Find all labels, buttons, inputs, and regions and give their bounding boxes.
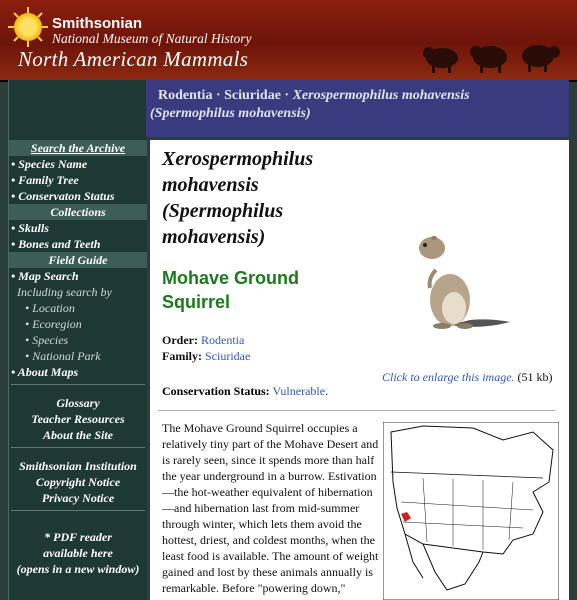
nav-including-label: Including search by [17, 285, 112, 299]
family-link[interactable]: Sciuridae [205, 349, 251, 363]
scientific-name-heading: Xerospermophilus mohavensis (Spermophilus mohavensis) [162, 148, 314, 248]
nav-conservation-status[interactable]: • Conservaton Status [11, 189, 115, 203]
conservation-link[interactable]: Vulnerable [272, 384, 326, 398]
species-description: The Mohave Ground Squirrel occupies a relatively tiny part of the Mohave Desert and is rarely seen, since it spends more than half the year underground in a burrow. Estivation—the hot-weather equivalent of hibernation—and hibernation last from mid-summer through winter, which lets them avoid the hottest, driest, and coldest months, when the least food is available. The amount of weight gained and lost by these animals annually is remarkable. Before "powering down," [162, 421, 379, 595]
nav-spacer [9, 80, 147, 140]
site-title[interactable]: North American Mammals [18, 47, 249, 71]
breadcrumb-separator: · [284, 88, 290, 103]
smithsonian-logo-text[interactable]: Smithsonian [52, 15, 143, 32]
breadcrumb-separator: · [215, 88, 221, 103]
species-content [150, 140, 569, 600]
nav-ecoregion[interactable]: • Ecoregion [25, 317, 82, 331]
order-link[interactable]: Rodentia [200, 333, 245, 347]
nav-teacher-resources[interactable]: Teacher Resources [31, 412, 125, 426]
nav-pdf-reader[interactable]: * PDF reader [44, 530, 112, 544]
nav-national-park[interactable]: • National Park [25, 349, 101, 363]
museum-name[interactable]: National Museum of Natural History [52, 31, 252, 46]
common-name-heading: Mohave Ground Squirrel [162, 268, 300, 312]
breadcrumb-order-link[interactable]: Rodentia [158, 88, 213, 103]
breadcrumb-synonym: (Spermophilus mohavensis) [150, 106, 311, 121]
nav-pdf-new-window[interactable]: (opens in a new window) [16, 562, 140, 576]
nav-divider [11, 384, 145, 385]
nav-collections-header: Collections [9, 204, 147, 220]
family-row [162, 349, 250, 364]
nav-field-guide-header: Field Guide [9, 252, 147, 268]
nav-species-name[interactable]: • Species Name [11, 157, 88, 171]
nav-glossary[interactable]: Glossary [56, 396, 100, 410]
order-row [162, 333, 244, 348]
enlarge-image-link[interactable]: Click to enlarge this image. [382, 370, 515, 384]
nav-privacy[interactable]: Privacy Notice [41, 491, 115, 505]
range-map[interactable] [383, 422, 559, 600]
breadcrumb-family-link[interactable]: Sciuridae [224, 88, 281, 103]
nav-smithsonian-institution[interactable]: Smithsonian Institution [19, 459, 137, 473]
sidebar-nav [8, 80, 147, 600]
nav-about-maps[interactable]: • About Maps [11, 365, 79, 379]
nav-about-site[interactable]: About the Site [42, 428, 113, 442]
conservation-row [162, 384, 328, 399]
nav-spacer [9, 515, 147, 529]
nav-species[interactable]: • Species [25, 333, 69, 347]
image-file-size: (51 kb) [517, 370, 553, 384]
breadcrumb [146, 80, 569, 137]
content-divider [158, 410, 555, 411]
muskox-herd-image [420, 36, 570, 76]
sun-icon [14, 13, 42, 41]
nav-map-search[interactable]: • Map Search [11, 269, 79, 283]
site-header [0, 0, 577, 82]
squirrel-image[interactable] [410, 230, 520, 340]
nav-divider [11, 510, 145, 511]
nav-divider [11, 447, 145, 448]
conservation-label: Conservation Status: [162, 384, 270, 398]
nav-copyright[interactable]: Copyright Notice [35, 475, 121, 489]
enlarge-image-caption [382, 369, 562, 385]
conservation-period: . [325, 384, 329, 398]
nav-location[interactable]: • Location [25, 301, 75, 315]
nav-search-archive[interactable]: Search the Archive [9, 140, 147, 156]
family-label: Family: [162, 349, 202, 363]
nav-bones-teeth[interactable]: • Bones and Teeth [11, 237, 101, 251]
breadcrumb-line [158, 88, 470, 104]
nav-pdf-available[interactable]: available here [43, 546, 113, 560]
nav-family-tree[interactable]: • Family Tree [11, 173, 79, 187]
breadcrumb-species: Xerospermophilus mohavensis [292, 88, 470, 103]
order-label: Order: [162, 333, 198, 347]
nav-skulls[interactable]: • Skulls [11, 221, 49, 235]
